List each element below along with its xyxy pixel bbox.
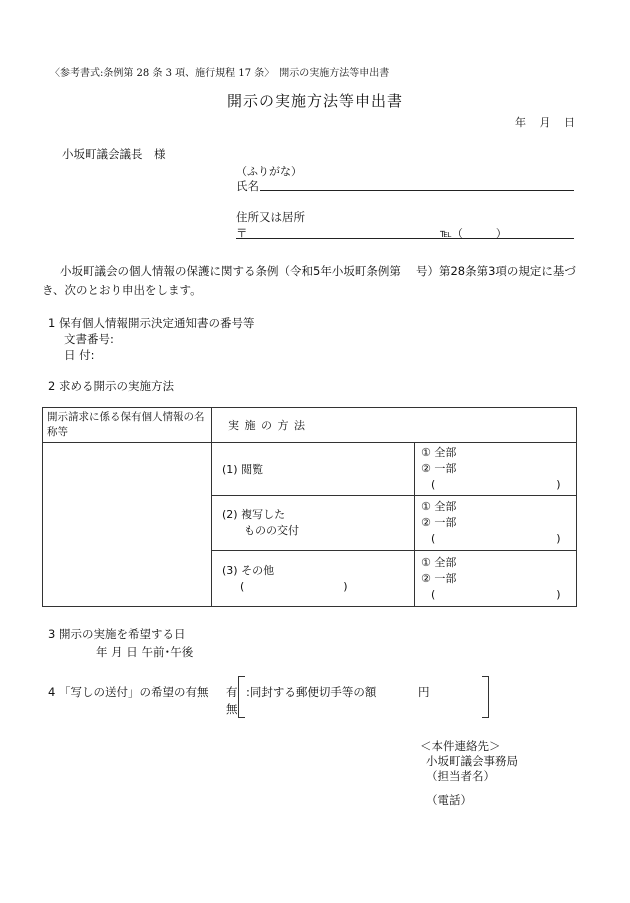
option-paren: ( )	[431, 587, 561, 601]
yen-label: 円	[418, 685, 430, 699]
section3-heading: 3 開示の実施を希望する日	[48, 627, 186, 641]
option-part[interactable]: ② 一部	[421, 462, 457, 475]
method-sublabel: ものの交付	[244, 524, 299, 537]
method-label: (2) 複写した	[222, 508, 286, 521]
section1-heading: 1 保有個人情報開示決定通知書の番号等	[48, 316, 255, 330]
options-cell	[415, 443, 577, 496]
option-paren: ( )	[431, 478, 561, 491]
table-row	[43, 443, 577, 496]
addressee: 小坂町議会議長 様	[62, 147, 166, 161]
address-label: 住所又は居所	[236, 210, 305, 224]
method-sublabel: ( )	[240, 579, 348, 593]
section4-heading: 4 「写しの送付」の希望の有無	[48, 685, 209, 699]
date-label: 年 月 日	[515, 116, 575, 129]
option-paren: ( )	[431, 532, 561, 545]
method-label: (1) 閲覧	[222, 463, 264, 476]
stamp-amount-label: :同封する郵便切手等の額	[246, 685, 377, 699]
options-cell	[415, 551, 577, 607]
option-part[interactable]: ② 一部	[421, 516, 457, 529]
method-table	[42, 407, 577, 607]
info-name-cell[interactable]	[43, 443, 212, 607]
contact-heading: ＜本件連絡先＞	[420, 739, 501, 753]
bracket-right	[482, 676, 489, 718]
option-all[interactable]: ① 全部	[421, 555, 457, 569]
name-label: 氏名	[236, 179, 259, 193]
bracket-left	[238, 676, 245, 718]
reference-note: 〈参考書式:条例第 28 条 3 項、施行規程 17 条〉 開示の実施方法等申出書	[50, 68, 390, 79]
document-title: 開示の実施方法等申出書	[226, 92, 403, 110]
method-cell	[212, 496, 415, 551]
address-field-line[interactable]	[236, 238, 574, 239]
name-field-line[interactable]	[260, 190, 574, 191]
method-cell	[212, 551, 415, 607]
option-yes[interactable]: 有	[226, 685, 238, 699]
postal-mark: 〒	[236, 226, 248, 240]
option-part[interactable]: ② 一部	[421, 571, 457, 585]
preferred-date: 年 月 日 午前･午後	[96, 645, 194, 659]
body-paragraph: 小坂町議会の個人情報の保護に関する条例（令和5年小坂町条例第 号）第28条第3項の規定に基づき、次のとおり申出をします。	[42, 264, 576, 297]
section2-heading: 2 求める開示の実施方法	[48, 379, 174, 393]
col2-header: 実 施 の 方 法	[212, 408, 577, 443]
col1-header: 開示請求に係る保有個人情報の名称等	[43, 408, 212, 443]
contact-phone: （電話）	[426, 793, 472, 807]
option-all[interactable]: ① 全部	[421, 500, 457, 513]
options-cell	[415, 496, 577, 551]
table-header-row	[43, 408, 577, 443]
notice-date-label: 日 付:	[64, 348, 95, 362]
method-cell	[212, 443, 415, 496]
option-no[interactable]: 無	[226, 702, 238, 716]
furigana-label: （ふりがな）	[236, 165, 302, 178]
contact-office: 小坂町議会事務局	[426, 754, 518, 768]
tel-label: ℡（ ）	[440, 227, 507, 240]
contact-person: （担当者名）	[426, 769, 495, 783]
doc-number-label: 文書番号:	[64, 332, 114, 346]
method-label: (3) その他	[222, 563, 275, 577]
option-all[interactable]: ① 全部	[421, 446, 457, 459]
